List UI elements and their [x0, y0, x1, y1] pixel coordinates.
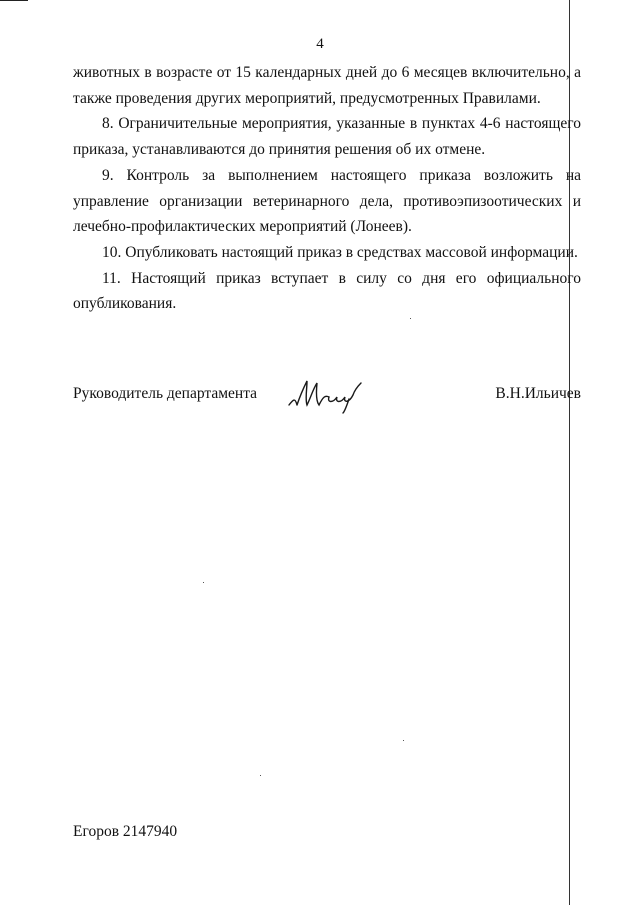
page-number: 4: [316, 36, 324, 52]
scan-speck: [403, 740, 404, 741]
signatory-name: В.Н.Ильичев: [495, 385, 581, 402]
scan-speck: [203, 582, 204, 583]
paragraph-item-10: 10. Опубликовать настоящий приказ в средствах массовой информации.: [102, 243, 578, 261]
scan-edge-line-top: [0, 0, 28, 1]
signatory-title: Руководитель департамента: [73, 385, 258, 402]
paragraph-item-8: 8. Ограничительные мероприятия, указанные в пунктах 4-6 настоящего приказа, устанавливаются до принятия решения об их отмене.: [73, 115, 581, 159]
paragraph-item-9: 9. Контроль за выполнением настоящего приказа возложить на управление организации ветеринарного дела, противоэпизоотических и лечебно-профилактических мероприятий (Лонеев).: [73, 166, 581, 236]
scan-speck: [260, 775, 261, 776]
scan-speck: [410, 318, 411, 319]
handwritten-signature: [283, 375, 363, 415]
paragraph-item-11: 11. Настоящий приказ вступает в силу со дня его официального опубликования.: [73, 269, 581, 313]
author-line: Егоров 2147940: [73, 823, 178, 840]
document-body: [73, 60, 581, 317]
signature-block: [73, 385, 581, 415]
paragraph-continuation: животных в возрасте от 15 календарных дней до 6 месяцев включительно, а также проведения других мероприятий, предусмотренных Правилами.: [73, 64, 581, 107]
